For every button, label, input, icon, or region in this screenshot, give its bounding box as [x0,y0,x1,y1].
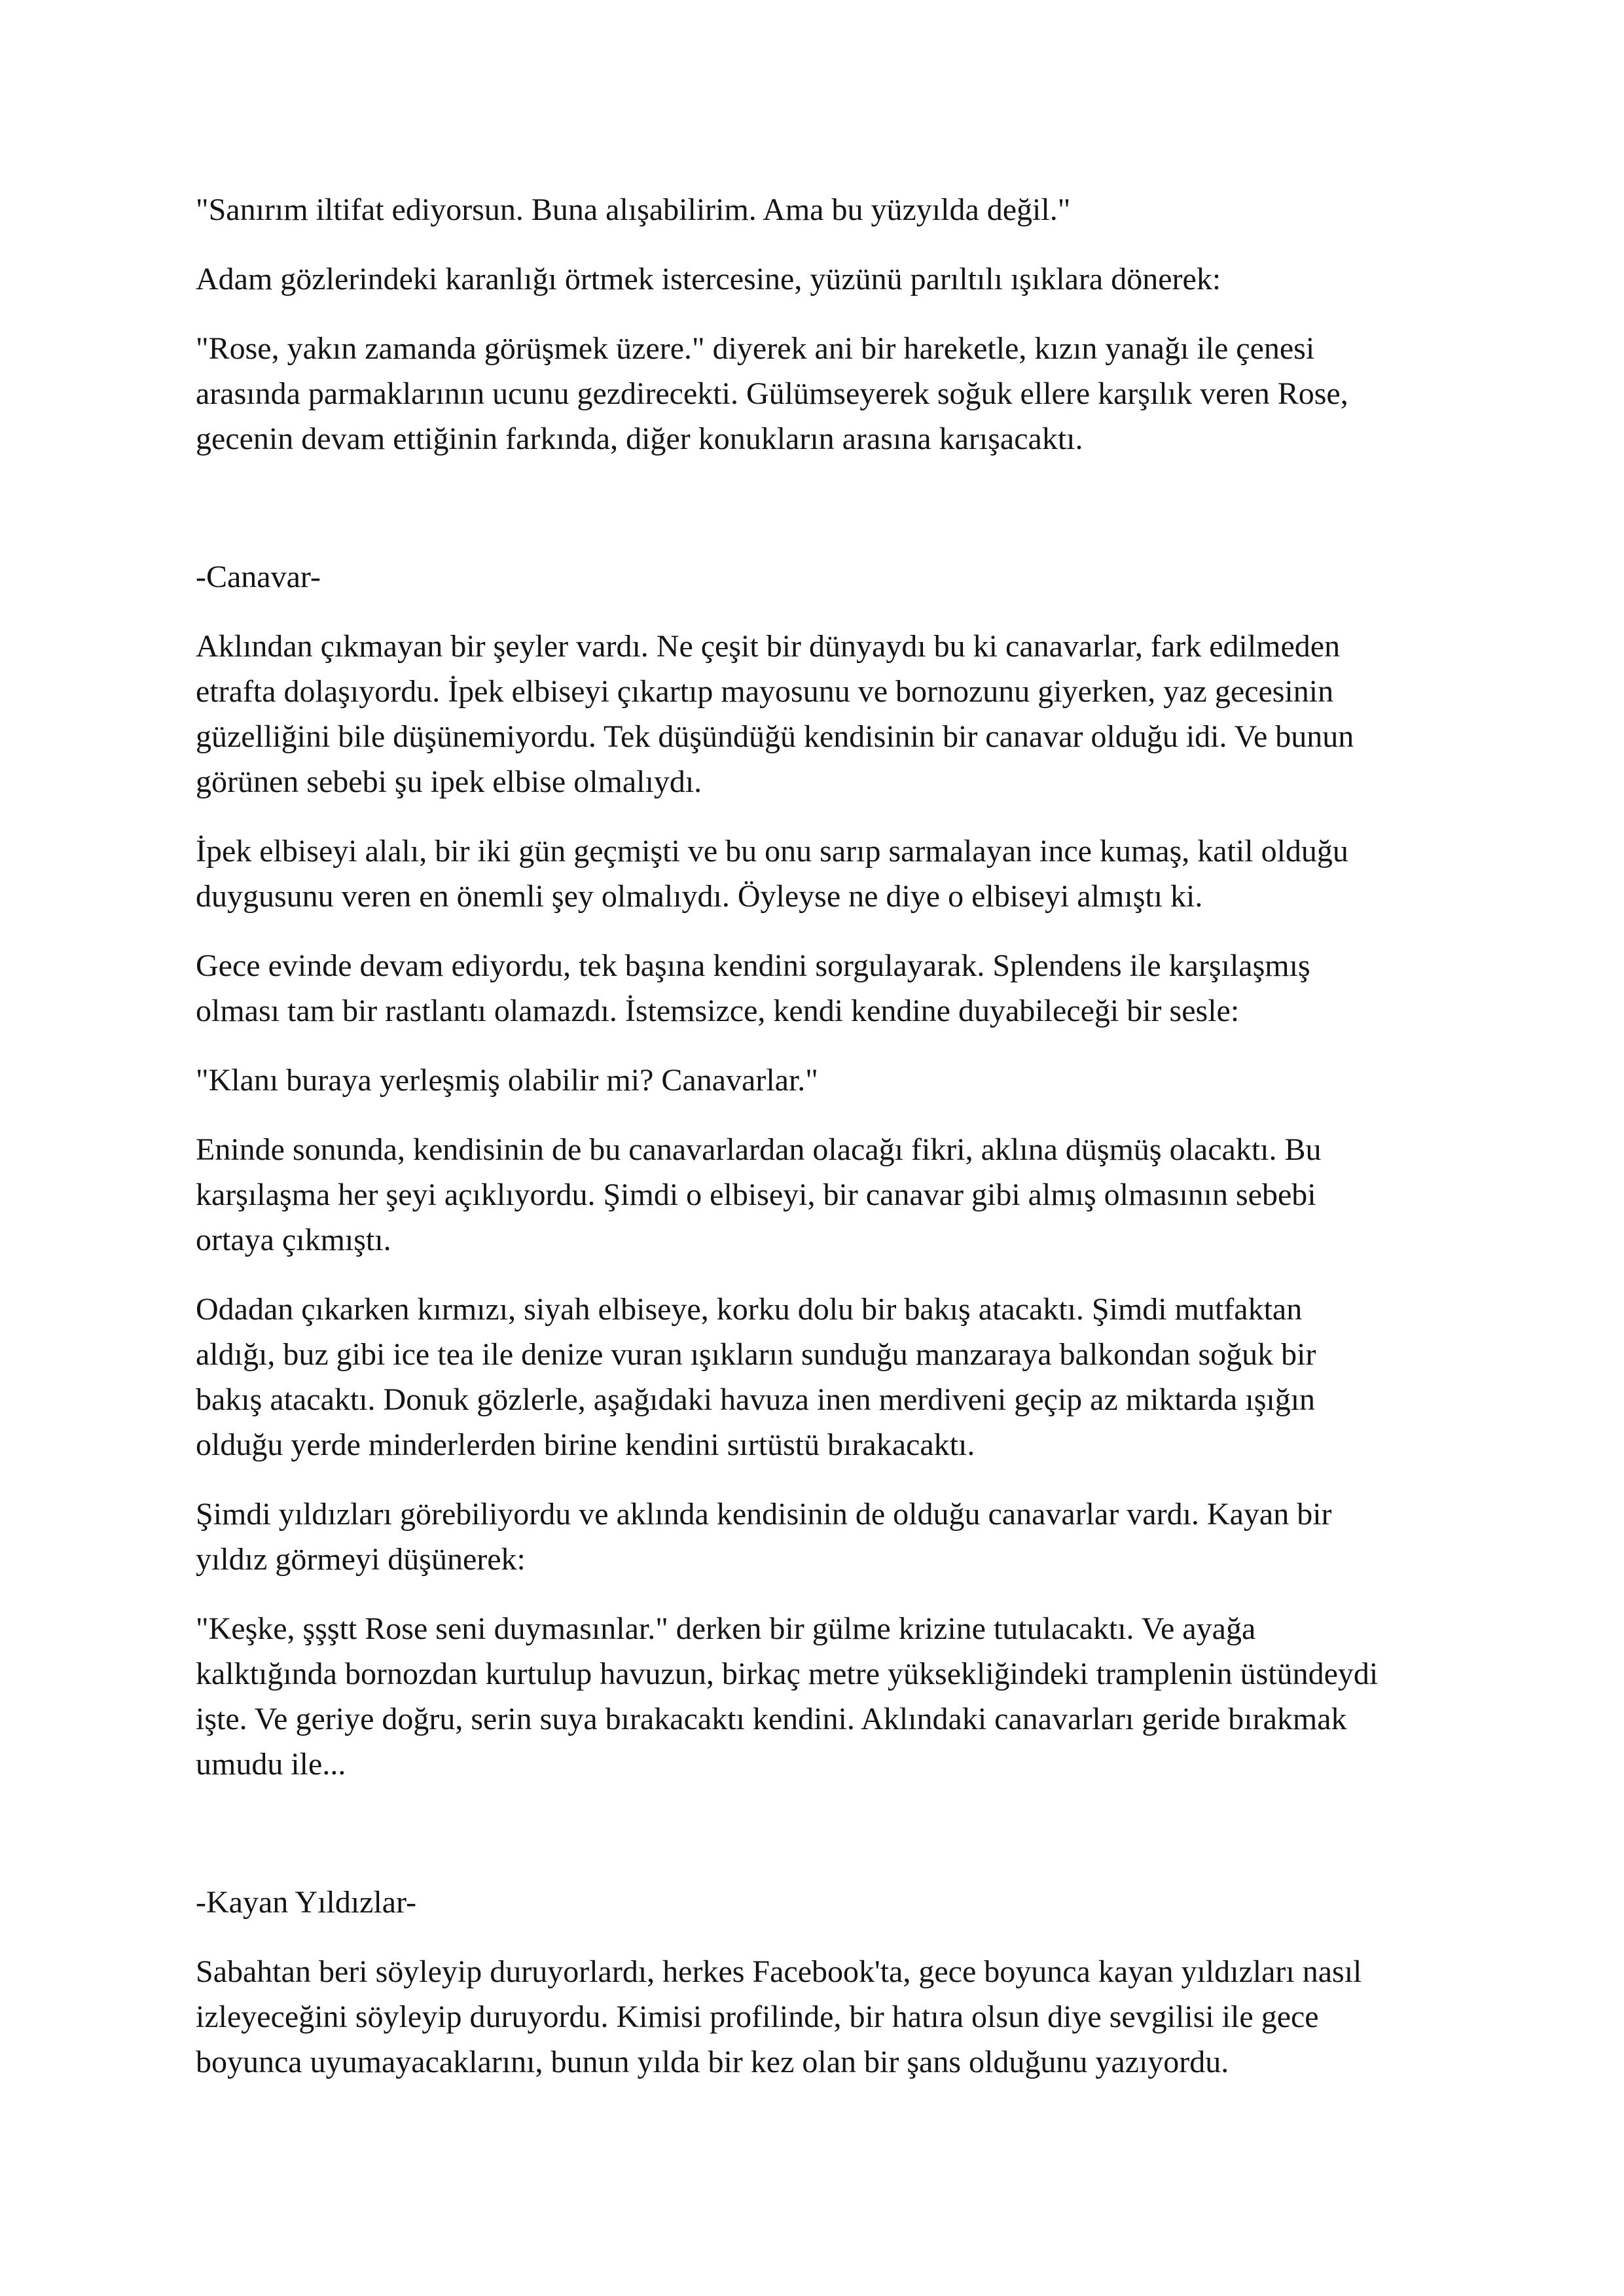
text-line: Eninde sonunda, kendisinin de bu canavarlardan olacağı fikri, aklına düşmüş olacaktı. Bu [196,1132,1322,1167]
document-body [196,187,1439,2109]
text-line: görünen sebebi şu ipek elbise olmalıydı. [196,764,702,799]
paragraph-sabahtan [196,1949,1439,2085]
text-line: yıldız görmeyi düşünerek: [196,1542,526,1577]
text-line: duygusunu veren en önemli şey olmalıydı. Öyleyse ne diye o elbiseyi almıştı ki. [196,879,1203,914]
text-line: güzelliğini bile düşünemiyordu. Tek düşündüğü kendisinin bir canavar olduğu idi. Ve bunun [196,719,1354,754]
text-line: karşılaşma her şeyi açıklıyordu. Şimdi o elbiseyi, bir canavar gibi almış olmasının sebebi [196,1177,1316,1212]
text-line: İpek elbiseyi alalı, bir iki gün geçmişti ve bu onu sarıp sarmalayan ince kumaş, katil olduğu [196,834,1348,869]
text-line: "Rose, yakın zamanda görüşmek üzere." diyerek ani bir hareketle, kızın yanağı ile çenesi [196,331,1315,366]
text-line: Adam gözlerindeki karanlığı örtmek istercesine, yüzünü parıltılı ışıklara dönerek: [196,262,1221,296]
paragraph-eninde-sonunda [196,1127,1439,1263]
text-line: Aklından çıkmayan bir şeyler vardı. Ne çeşit bir dünyaydı bu ki canavarlar, fark edilmeden [196,629,1341,664]
text-line: izleyeceğini söyleyip duruyordu. Kimisi profilinde, bir hatıra olsun diye sevgilisi ile gece [196,2000,1319,2034]
text-line: Odadan çıkarken kırmızı, siyah elbiseye, korku dolu bir bakış atacaktı. Şimdi mutfaktan [196,1292,1303,1327]
paragraph-rose-farewell [196,326,1439,461]
text-line: olduğu yerde minderlerden birine kendini sırtüstü bırakacaktı. [196,1427,975,1462]
section-heading-kayan-yildizlar [196,1880,1439,1925]
text-line: etrafta dolaşıyordu. İpek elbiseyi çıkartıp mayosunu ve bornozunu giyerken, yaz gecesinin [196,674,1334,709]
paragraph-odadan [196,1287,1439,1467]
text-line: aldığı, buz gibi ice tea ile denize vuran ışıkların sunduğu manzaraya balkondan soğuk bir [196,1337,1316,1372]
text-line: olması tam bir rastlantı olamazdı. İstemsizce, kendi kendine duyabileceği bir sesle: [196,994,1240,1028]
text-line: Sabahtan beri söyleyip duruyorlardı, herkes Facebook'ta, gece boyunca kayan yıldızları nasıl [196,1954,1362,1989]
text-line: Gece evinde devam ediyordu, tek başına kendini sorgulayarak. Splendens ile karşılaşmış [196,948,1310,983]
text-line: kalktığında bornozdan kurtulup havuzun, birkaç metre yüksekliğindeki tramplenin üstündeydi [196,1657,1379,1691]
paragraph-compliment [196,187,1439,232]
text-line: "Keşke, şşştt Rose seni duymasınlar." derken bir gülme krizine tutulacaktı. Ve ayağa [196,1611,1256,1646]
paragraph-ipek-elbise [196,829,1439,919]
paragraph-yildizlar [196,1492,1439,1582]
paragraph-gece-evinde [196,943,1439,1033]
text-line: işte. Ve geriye doğru, serin suya bırakacaktı kendini. Aklındaki canavarları geride bırakmak [196,1702,1347,1736]
paragraph-adam [196,257,1439,302]
paragraph-aklindan [196,624,1439,804]
heading-text: -Kayan Yıldızlar- [196,1885,417,1920]
heading-text: -Canavar- [196,560,321,594]
text-line: bakış atacaktı. Donuk gözlerle, aşağıdaki havuza inen merdiveni geçip az miktarda ışığın [196,1382,1316,1417]
text-line: Şimdi yıldızları görebiliyordu ve aklında kendisinin de olduğu canavarlar vardı. Kayan bir [196,1497,1332,1532]
text-line: "Klanı buraya yerleşmiş olabilir mi? Canavarlar." [196,1063,818,1098]
paragraph-keske [196,1606,1439,1787]
text-line: boyunca uyumayacaklarını, bunun yılda bir kez olan bir şans olduğunu yazıyordu. [196,2045,1229,2079]
text-line: gecenin devam ettiğinin farkında, diğer konukların arasına karışacaktı. [196,422,1083,456]
section-heading-canavar [196,554,1439,600]
text-line: "Sanırım iltifat ediyorsun. Buna alışabilirim. Ama bu yüzyılda değil." [196,192,1071,227]
paragraph-klani [196,1058,1439,1103]
text-line: umudu ile... [196,1747,346,1782]
text-line: arasında parmaklarının ucunu gezdirecekti. Gülümseyerek soğuk ellere karşılık veren Rose, [196,376,1348,411]
text-line: ortaya çıkmıştı. [196,1223,391,1257]
